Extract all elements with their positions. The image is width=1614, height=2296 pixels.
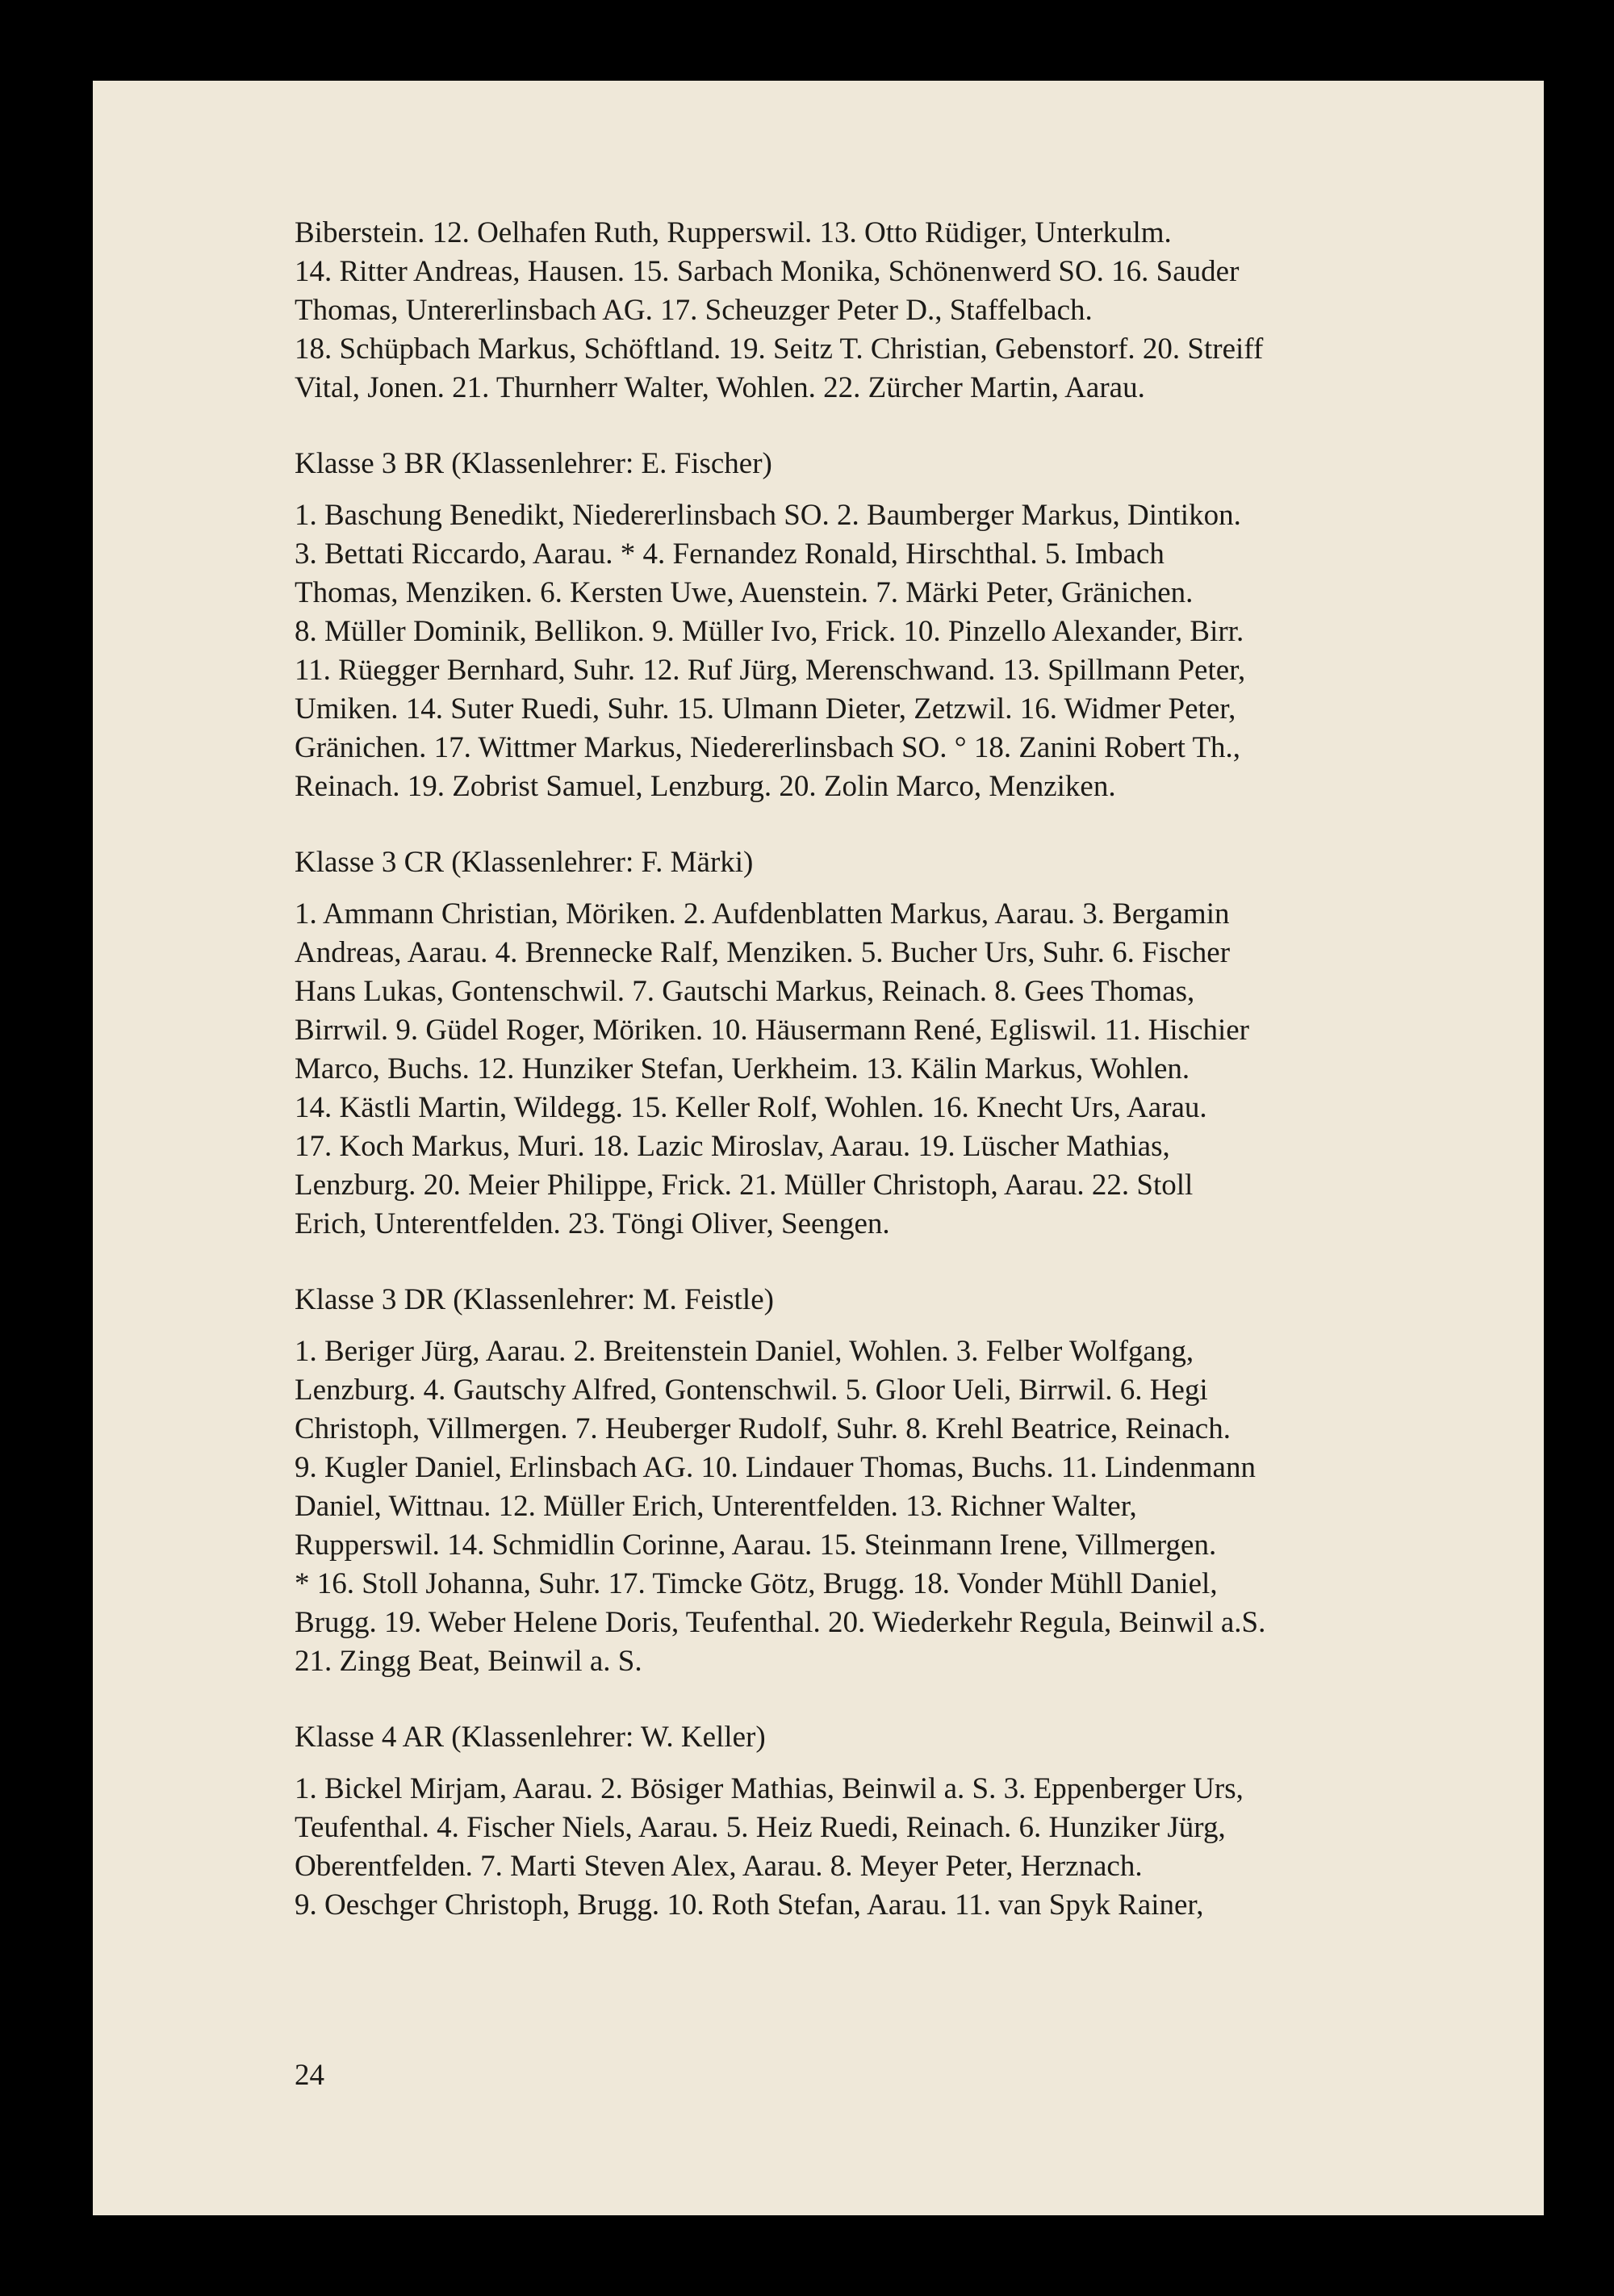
- section-entries: 1. Beriger Jürg, Aarau. 2. Breitenstein Daniel, Wohlen. 3. Felber Wolfgang, Lenzburg. 4. Gautschy Alfred, Gontenschwil. 5. Gloor Ueli, Birrwil. 6. Hegi Christoph, Villmergen. 7. Heuberger Rudolf, Suhr. 8. Krehl Beatrice, Reinach. 9. Kugler Daniel, Erlinsbach AG. 10. Lindauer Thomas, Buchs. 11. Lindenmann Daniel, Wittnau. 12. Müller Erich, Unterentfelden. 13. Richner Walter, Rupperswil. 14. Schmidlin Corinne, Aarau. 15. Steinmann Irene, Villmergen. * 16. Stoll Johanna, Suhr. 17. Timcke Götz, Brugg. 18. Vonder Mühll Daniel, Brugg. 19. Weber Helene Doris, Teufenthal. 20. Wiederkehr Regula, Beinwil a.S. 21. Zingg Beat, Beinwil a. S.: [295, 1335, 1266, 1678]
- section-klasse-4ar: [295, 1718, 1545, 1925]
- intro-paragraph: Biberstein. 12. Oelhafen Ruth, Rupperswil. 13. Otto Rüdiger, Unterkulm. 14. Ritter Andreas, Hausen. 15. Sarbach Monika, Schönenwerd SO. 16. Sauder Thomas, Untererlinsbach AG. 17. Scheuzger Peter D., Staffelbach. 18. Schüpbach Markus, Schöftland. 19. Seitz T. Christian, Gebenstorf. 20. Streiff Vital, Jonen. 21. Thurnherr Walter, Wohlen. 22. Zürcher Martin, Aarau.: [295, 216, 1264, 404]
- page-content: [295, 214, 1545, 1925]
- document-page: [93, 81, 1544, 2215]
- section-heading: Klasse 3 BR (Klassenlehrer: E. Fischer): [295, 447, 772, 480]
- section-klasse-3dr: [295, 1281, 1545, 1681]
- section-entries: 1. Bickel Mirjam, Aarau. 2. Bösiger Mathias, Beinwil a. S. 3. Eppenberger Urs, Teufenthal. 4. Fischer Niels, Aarau. 5. Heiz Ruedi, Reinach. 6. Hunziker Jürg, Oberentfelden. 7. Marti Steven Alex, Aarau. 8. Meyer Peter, Herznach. 9. Oeschger Christoph, Brugg. 10. Roth Stefan, Aarau. 11. van Spyk Rainer,: [295, 1772, 1244, 1922]
- section-entries: 1. Baschung Benedikt, Niedererlinsbach SO. 2. Baumberger Markus, Dintikon. 3. Bettati Riccardo, Aarau. * 4. Fernandez Ronald, Hirschthal. 5. Imbach Thomas, Menziken. 6. Kersten Uwe, Auenstein. 7. Märki Peter, Gränichen. 8. Müller Dominik, Bellikon. 9. Müller Ivo, Frick. 10. Pinzello Alexander, Birr. 11. Rüegger Bernhard, Suhr. 12. Ruf Jürg, Merenschwand. 13. Spillmann Peter, Umiken. 14. Suter Ruedi, Suhr. 15. Ulmann Dieter, Zetzwil. 16. Widmer Peter, Gränichen. 17. Wittmer Markus, Niedererlinsbach SO. ° 18. Zanini Robert Th., Reinach. 19. Zobrist Samuel, Lenzburg. 20. Zolin Marco, Menziken.: [295, 499, 1246, 803]
- section-klasse-3br: [295, 445, 1545, 806]
- section-heading: Klasse 3 CR (Klassenlehrer: F. Märki): [295, 846, 754, 879]
- section-heading: Klasse 4 AR (Klassenlehrer: W. Keller): [295, 1721, 766, 1754]
- section-heading: Klasse 3 DR (Klassenlehrer: M. Feistle): [295, 1283, 774, 1316]
- page-number: 24: [295, 2059, 324, 2092]
- section-entries: 1. Ammann Christian, Möriken. 2. Aufdenblatten Markus, Aarau. 3. Bergamin Andreas, Aarau. 4. Brennecke Ralf, Menziken. 5. Bucher Urs, Suhr. 6. Fischer Hans Lukas, Gontenschwil. 7. Gautschi Markus, Reinach. 8. Gees Thomas, Birrwil. 9. Güdel Roger, Möriken. 10. Häusermann René, Egliswil. 11. Hischier Marco, Buchs. 12. Hunziker Stefan, Uerkheim. 13. Kälin Markus, Wohlen. 14. Kästli Martin, Wildegg. 15. Keller Rolf, Wohlen. 16. Knecht Urs, Aarau. 17. Koch Markus, Muri. 18. Lazic Miroslav, Aarau. 19. Lüscher Mathias, Lenzburg. 20. Meier Philippe, Frick. 21. Müller Christoph, Aarau. 22. Stoll Erich, Unterentfelden. 23. Töngi Oliver, Seengen.: [295, 897, 1249, 1240]
- section-klasse-3cr: [295, 843, 1545, 1244]
